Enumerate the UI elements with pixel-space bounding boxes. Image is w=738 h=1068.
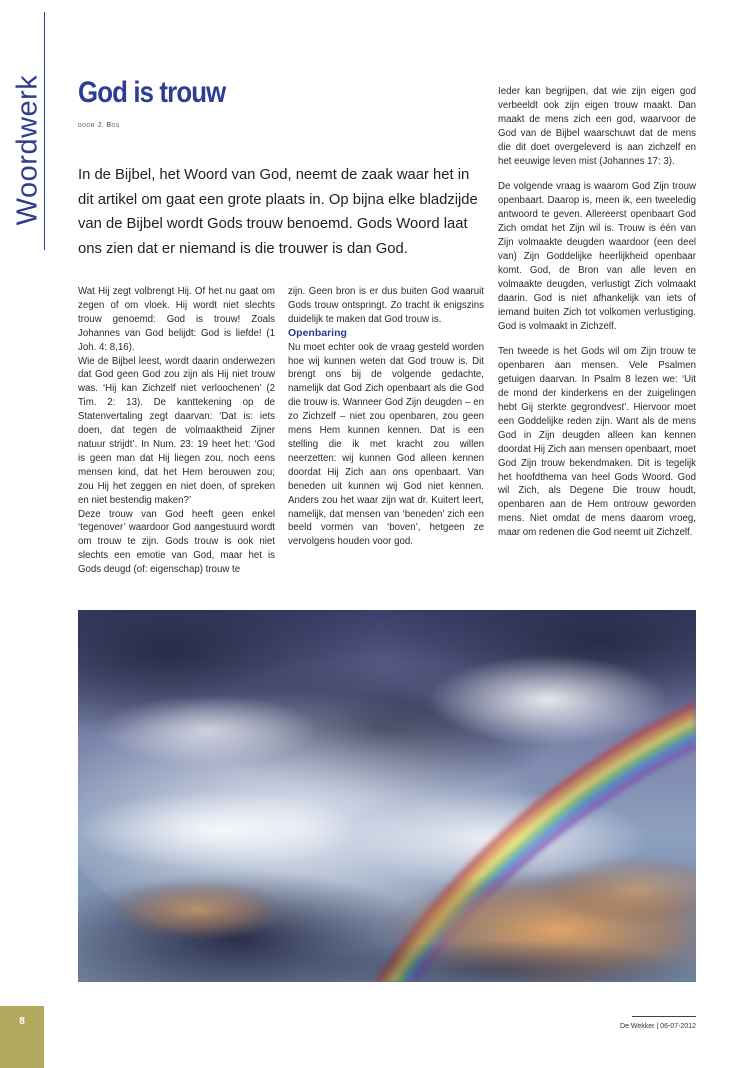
section-label bbox=[8, 60, 48, 240]
paragraph: zijn. Geen bron is er dus buiten God waaruit Gods trouw ontspringt. Zo tracht ik enigszins duidelijk te maken dat God trouw is. bbox=[288, 286, 484, 325]
lead-paragraph: In de Bijbel, het Woord van God, neemt de zaak waar het in dit artikel om gaat een grote plaats in. Op bijna elke bladzijde van de Bijbel wordt Gods trouw benoemd. Gods Woord laat ons zien dat er niemand is die trouwer is dan God. bbox=[78, 167, 478, 258]
column-3 bbox=[498, 85, 696, 540]
paragraph: De volgende vraag is waarom God Zijn trouw openbaart. Daarop is, meen ik, een tweeledig antwoord te geven. Allereerst openbaart God Zich omdat het Zijn wil is. Trouw is één van Zijn volmaakte deugden waardoor (een deel van) Zijn Goddelijke heerlijkheid openbaar komt. God, de Bron van alle leven en volmaakte deugden, verlustigt Zich volmaakt daarin. God is niet afhankelijk van iets of iemand buiten Zich tot volkomen verlustiging. God is volmaakt in Zichzelf. bbox=[498, 181, 696, 332]
footer-divider bbox=[632, 1016, 696, 1017]
paragraph: Ieder kan begrijpen, dat wie zijn eigen god verbeeldt ook zijn eigen trouw maakt. Dan maakt de mens zich een god, waarvoor de God van de Bijbel waarschuwt dat de mens die dit doet overgeleverd is aan zichzelf en het eeuwige leven mist (Johannes 17: 3). bbox=[498, 86, 696, 167]
page-number: 8 bbox=[19, 1016, 25, 1027]
paragraph: Ten tweede is het Gods wil om Zijn trouw te openbaren aan mensen. Vele Psalmen getuigen daarvan. In Psalm 8 lezen we: ‘Uit de mond der kinderkens en der zuigelingen hebt Gij sterkte gegrondvest’. Hiervoor moet een Goddelijke reden zijn. Want als de mens God in Zijn deugden alleen kan kennen doordat Hij Zich aan mensen openbaart, moet God Zijn trouw bekendmaken. Dit is tegelijk het hoofdthema van heel Gods Woord. God wil Zich, als Degene Die trouw houdt, openbaren aan de Hem ontrouw geworden mens. Niet omdat de mens daarom vroeg, maar om redenen die God neemt uit Zichzelf. bbox=[498, 346, 696, 539]
column-1 bbox=[78, 285, 275, 577]
byline: door J. Bos bbox=[78, 122, 120, 129]
article-title: God is trouw bbox=[78, 76, 226, 109]
paragraph: Deze trouw van God heeft geen enkel ‘tegenover’ waardoor God aangestuurd wordt om trouw te zijn. Gods trouw is ook niet slechts een emotie van God, maar het is Gods deugd (of: eigenschap) trouw te bbox=[78, 508, 275, 576]
paragraph: Nu moet echter ook de vraag gesteld worden hoe wij kunnen weten dat God trouw is. Dit brengt ons bij de volgende gedachte, namelijk dat God Zich openbaart als die God die trouw is. Wanneer God Zijn deugden – en zo Zichzelf – niet zou openbaren, zou geen mens Hem kunnen kennen. Dat is een stelling die ik met kracht zou willen neerzetten: wij kunnen God alleen kennen doordat Hij Zich aan ons openbaart. Van beneden uit kunnen wij God niet kennen. Anders zou het waar zijn wat dr. Kuitert leert, namelijk, dat mensen van ‘beneden’ zich een beeld vormen van ‘boven’, hetgeen ze vervolgens houden voor god. bbox=[288, 341, 484, 548]
paragraph: Wat Hij zegt volbrengt Hij. Of het nu gaat om zegen of om vloek. Hij wordt niet slechts trouw genoemd: God is trouw! Zoals Johannes van God belijdt: God is liefde! (1 Joh. 4: 8,16). bbox=[78, 286, 275, 353]
subheading: Openbaring bbox=[288, 326, 347, 339]
rainbow-photo bbox=[78, 610, 696, 982]
page-number-tab bbox=[0, 1006, 44, 1068]
footer-publication: De Wekker | 06-07-2012 bbox=[619, 1023, 696, 1030]
article-lead bbox=[78, 163, 486, 262]
column-2 bbox=[288, 285, 484, 549]
section-label-text: Woordwerk bbox=[11, 74, 44, 226]
paragraph: Wie de Bijbel leest, wordt daarin onderwezen dat God geen God zou zijn als Hij niet trouw was. ‘Hij kan Zichzelf niet verloochenen’ (2 Tim. 2: 13). De kanttekening op de Statenvertaling zegt daarvan: ‘Dat is: iets doen, dat tegen de volmaaktheid Zijner natuur strijdt’. In Num. 23: 19 heet het: ‘God is geen man dat Hij liegen zou, noch eens mensen kind, dat het Hem berouwen zou; zou Hij het zeggen en niet doen, of spreken en niet bestendig maken?’ bbox=[78, 355, 275, 506]
